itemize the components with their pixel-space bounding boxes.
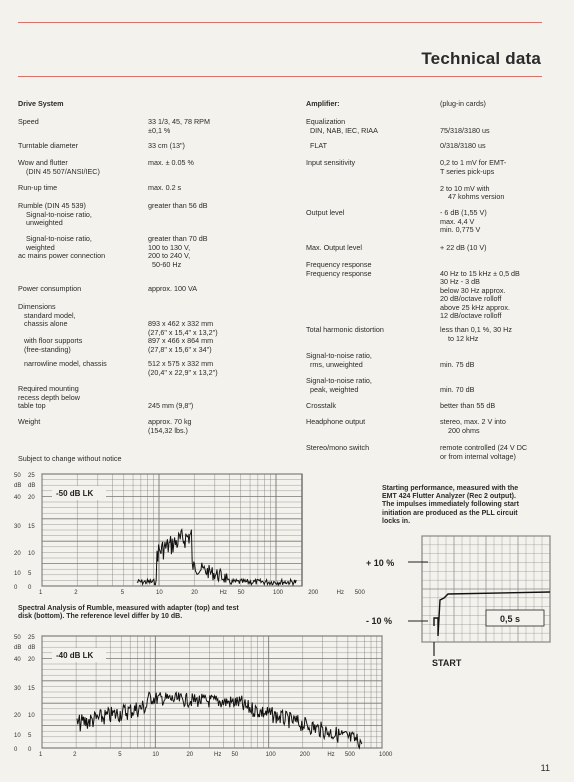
y-tick-label: 15 [28,686,35,692]
drive-spec-value: 33 cm (13") [148,141,185,150]
y-tick-label: 40 [14,495,21,501]
y-tick-label: 10 [14,571,21,577]
y-tick-label: 20 [14,551,21,557]
drive-spec-label: Speed [18,117,39,126]
drive-spec-label: Weight [18,417,41,426]
drive-spec-value: 897 x 466 x 864 mm (27,8" x 15,6" x 34") [148,336,214,354]
y-tick-label: 0 [28,747,32,753]
drive-spec-value: 245 mm (9,8") [148,401,194,410]
amp-spec-label: Input sensitivity [306,158,356,167]
drive-spec-label: Signal-to-noise ratio, weighted ac mains power connection [18,234,106,260]
drive-spec-value: max. 0.2 s [148,183,182,192]
x-tick-label: 2 [73,752,77,758]
drive-spec-value: 893 x 462 x 332 mm (27,6" x 15,4" x 13,2") [148,319,218,337]
flutter-start-chart [360,528,560,668]
amp-spec-value: min. 70 dB [440,384,475,394]
change-note: Subject to change without notice [18,454,122,463]
level-label: -40 dB LK [56,651,94,660]
drive-spec-label: Wow and flutter (DIN 45 507/ANSI/IEC) [18,158,100,176]
drive-spec-value: greater than 70 dB 100 to 130 V, 200 to 240 V, 50-60 Hz [148,234,208,269]
drive-spec-value: max. ± 0.05 % [148,158,194,167]
drive-spec-label: Power consumption [18,284,82,293]
x-tick-label: 50 [237,590,245,596]
y-tick-label: 10 [28,713,35,719]
y-tick-label: 5 [28,733,32,739]
start-label: START [432,658,462,668]
drive-spec-label: Rumble (DIN 45 539) Signal-to-noise ratio, unweighted [18,201,92,227]
y-tick-label: 20 [28,495,35,501]
y-tick-label: 0 [14,747,18,753]
minus-ten-label: - 10 % [366,616,393,626]
page-title: Technical data [421,49,541,68]
amp-spec-label: Equalization DIN, NAB, IEC, RIAA [306,117,378,135]
x-tick-label: 500 [344,752,355,758]
amp-spec-label: Headphone output [306,417,366,426]
y-tick-label: 0 [14,585,18,591]
amp-spec-value: 40 Hz to 15 kHz ± 0,5 dB 30 Hz - 3 dB below 30 Hz approx. 20 dB/octave rolloff above 25 kHz approx. 12 dB/octave rolloff [440,268,520,320]
drive-spec-value: 512 x 575 x 332 mm (20,4" x 22,9" x 13,2") [148,359,218,377]
amp-spec-value: remote controlled (24 V DC or from internal voltage) [440,443,528,461]
amp-spec-value: stereo, max. 2 V into 200 ohms [440,417,506,435]
drive-spec-label: Required mounting recess depth below table top [18,384,80,410]
header-rule [18,76,542,77]
amp-spec-value: 0/318/3180 us [440,141,486,150]
x-tick-label: 2 [74,590,78,596]
amp-spec-value: 75/318/3180 us [440,125,490,135]
y-tick-label: 20 [28,657,35,663]
amp-spec-label: Signal-to-noise ratio, peak, weighted [306,376,372,394]
flutter-caption: Starting performance, measured with the EMT 424 Flutter Analyzer (Rec 2 output). The impulses immediately following start initiation are produced as the PLL circuit locks in. [382,485,519,525]
drive-spec-label: Run-up time [18,183,58,192]
amp-spec-label: Signal-to-noise ratio, rms, unweighted [306,351,372,369]
x-tick-label: Hz [336,590,344,596]
drive-spec-value: approx. 100 VA [148,284,198,293]
x-tick-label: 200 [308,590,319,596]
page-number: 11 [540,763,550,773]
amp-spec-value: - 6 dB (1,55 V) max. 4,4 V min. 0,775 V [440,208,487,234]
amp-spec-label: Crosstalk [306,401,336,410]
x-tick-label: 10 [152,752,160,758]
y-tick-label: 15 [28,524,35,530]
amp-spec-label: Stereo/mono switch [306,443,370,452]
x-tick-label: Hz [219,590,227,596]
amp-spec-label: Total harmonic distortion [306,325,384,334]
time-scale-label: 0,5 s [500,614,521,624]
y-tick-label: 0 [28,585,32,591]
x-tick-label: 1000 [379,752,393,758]
x-tick-label: Hz [213,752,222,758]
drive-spec-label: Turntable diameter [18,141,79,150]
y-tick-label: dB [14,645,22,651]
y-tick-label: 10 [14,733,21,739]
y-tick-label: 5 [28,571,32,577]
top-rule [18,22,542,23]
x-tick-label: 200 [299,752,310,758]
amp-spec-value: min. 75 dB [440,359,475,369]
y-tick-label: dB [14,483,22,489]
y-tick-label: 40 [14,657,21,663]
x-tick-label: 20 [186,752,194,758]
x-tick-label: 50 [231,752,239,758]
y-tick-label: dB [28,483,36,489]
drive-spec-value: greater than 56 dB [148,201,208,210]
level-label: -50 dB LK [56,489,94,498]
amp-heading-value: (plug-in cards) [440,99,486,108]
drive-spec-label: narrowline model, chassis [18,359,107,368]
amp-spec-label: Output level [306,208,345,217]
y-tick-label: 25 [28,635,35,641]
x-tick-label: 5 [120,590,125,596]
amp-spec-label: Max. Output level [306,243,362,252]
y-tick-label: 30 [14,524,21,530]
y-tick-label: 25 [28,473,35,479]
amp-spec-value: + 22 dB (10 V) [440,243,487,252]
amp-spec-value: better than 55 dB [440,401,496,410]
plus-ten-label: + 10 % [366,558,395,568]
x-tick-label: 5 [118,752,122,758]
amp-spec-value: 0,2 to 1 mV for EMT- T series pick-ups 2 to 10 mV with 47 kohms version [440,158,507,201]
y-tick-label: 10 [28,551,35,557]
x-tick-label: 500 [354,590,365,596]
drive-spec-value: 33 1/3, 45, 78 RPM ±0,1 % [148,117,210,135]
x-tick-label: 1 [39,590,43,596]
amp-spec-value: less than 0,1 %, 30 Hz to 12 kHz [440,325,512,343]
drive-spec-label: with floor supports (free-standing) [23,336,83,354]
amp-spec-label: Frequency response Frequency response [306,260,372,278]
drive-spec-label: Dimensions standard model, chassis alone [18,302,76,328]
x-tick-label: 100 [265,752,276,758]
amp-spec-label: FLAT [306,141,328,150]
x-tick-label: 20 [191,590,198,596]
y-tick-label: 50 [14,635,21,641]
y-tick-label: dB [28,645,36,651]
spectral-caption: Spectral Analysis of Rumble, measured with adapter (top) and test disk (bottom). The reference level differ by 10 dB. [18,605,239,621]
drive-spec-value: approx. 70 kg (154,32 lbs.) [148,417,192,435]
rumble-chart-test-disk [8,628,393,758]
x-tick-label: 1 [39,752,43,758]
x-tick-label: 100 [273,590,284,596]
rumble-chart-adapter [8,466,365,596]
x-tick-label: 10 [156,590,163,596]
y-tick-label: 20 [14,713,21,719]
amp-heading: Amplifier: [306,99,340,108]
y-tick-label: 50 [14,473,21,479]
drive-heading: Drive System [18,99,64,108]
x-tick-label: Hz [327,752,335,758]
y-tick-label: 30 [14,686,21,692]
